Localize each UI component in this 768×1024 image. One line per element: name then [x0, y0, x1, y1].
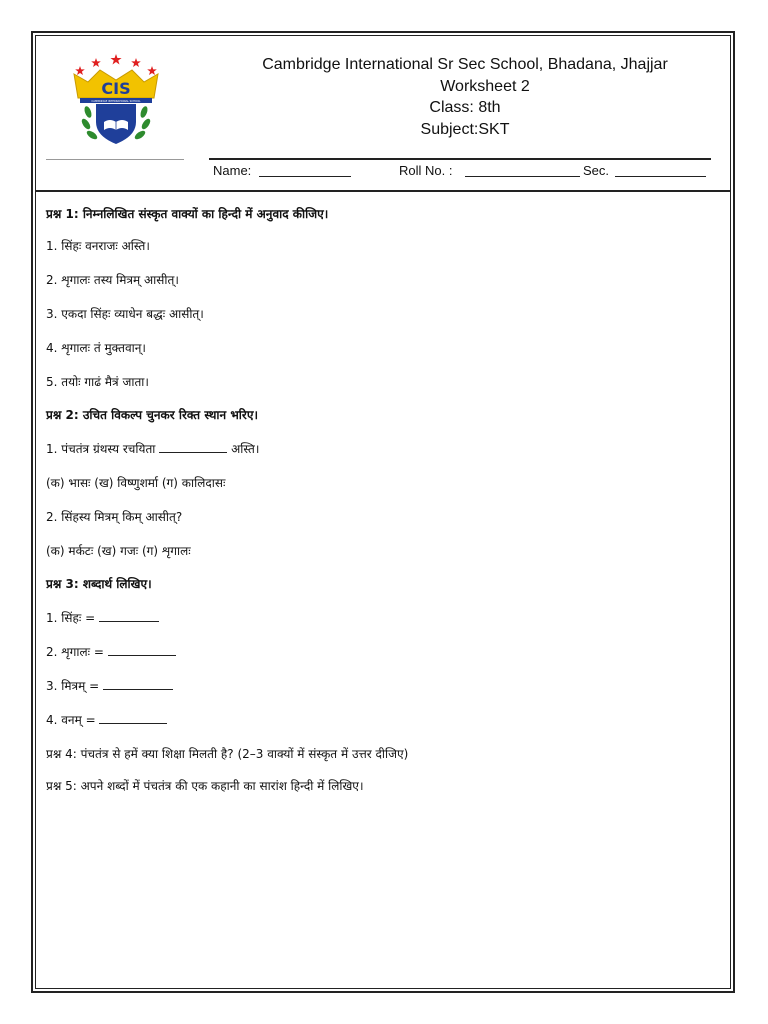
logo-divider: [46, 159, 184, 160]
q3-item-1-text: 1. सिंहः =: [46, 611, 96, 625]
q3-item-4-text: 4. वनम् =: [46, 713, 96, 727]
q3-item-1-blank[interactable]: [99, 610, 159, 622]
q3-item-4: [46, 712, 167, 728]
q1-item-3: 3. एकदा सिंहः व्याधेन बद्धः आसीत्।: [46, 307, 204, 321]
header-divider: [209, 158, 711, 160]
q2-item-2: 2. सिंहस्य मित्रम् किम् आसीत्?: [46, 510, 183, 524]
q2-item-1: [46, 441, 259, 457]
class-label: Class: 8th: [429, 99, 501, 116]
subject-label: Subject:SKT: [420, 121, 510, 138]
q3-item-2-text: 2. शृगालः =: [46, 645, 104, 659]
q3-item-2: [46, 644, 176, 660]
logo-subtext: CAMBRIDGE INTERNATIONAL SCHOOL: [91, 100, 141, 103]
name-field[interactable]: [259, 176, 351, 177]
q3-item-1: [46, 610, 159, 626]
worksheet-title: Worksheet 2: [440, 78, 530, 95]
student-fields: [0, 162, 768, 180]
logo-text: CIS: [101, 79, 131, 98]
q2-title: प्रश्न 2: उचित विकल्प चुनकर रिक्त स्थान भरिए।: [46, 408, 259, 422]
q3-title: प्रश्न 3: शब्दार्थ लिखिए।: [46, 577, 152, 591]
q2-item-1-end: अस्ति।: [231, 442, 260, 456]
logo-stars-icon: [75, 54, 157, 75]
q2-item-1-blank[interactable]: [159, 441, 227, 453]
q3-item-3-text: 3. मित्रम् =: [46, 679, 100, 693]
q4-text: प्रश्न 4: पंचतंत्र से हमें क्या शिक्षा मिलती है? (2–3 वाक्यों में संस्कृत में उत्तर दीजिए): [46, 747, 409, 761]
q3-item-4-blank[interactable]: [99, 712, 167, 724]
school-logo: [66, 52, 166, 152]
roll-label: Roll No. :: [399, 163, 453, 178]
q5-text: प्रश्न 5: अपने शब्दों में पंचतंत्र की एक कहानी का सारांश हिन्दी में लिखिए।: [46, 779, 364, 793]
section-divider: [35, 190, 731, 192]
q1-item-1: 1. सिंहः वनराजः अस्ति।: [46, 239, 150, 253]
q2-options-2: (क) मर्कटः (ख) गजः (ग) शृगालः: [46, 544, 191, 558]
roll-field[interactable]: [465, 176, 580, 177]
school-name: Cambridge International Sr Sec School, Bhadana, Jhajjar: [262, 56, 668, 73]
q3-item-3-blank[interactable]: [103, 678, 173, 690]
q2-item-1-text: 1. पंचतंत्र ग्रंथस्य रचयिता: [46, 442, 156, 456]
q3-item-2-blank[interactable]: [108, 644, 176, 656]
name-label: Name:: [213, 163, 252, 178]
sec-field[interactable]: [615, 176, 706, 177]
q2-options-1: (क) भासः (ख) विष्णुशर्मा (ग) कालिदासः: [46, 476, 226, 490]
q1-item-5: 5. तयोः गाढं मैत्रं जाता।: [46, 375, 149, 389]
q3-item-3: [46, 678, 173, 694]
q1-item-4: 4. शृगालः तं मुक्तवान्।: [46, 341, 146, 355]
q1-title: प्रश्न 1: निम्नलिखित संस्कृत वाक्यों का हिन्दी में अनुवाद कीजिए।: [46, 207, 329, 221]
sec-label: Sec.: [583, 163, 610, 178]
q1-item-2: 2. शृगालः तस्य मित्रम् आसीत्।: [46, 273, 179, 287]
